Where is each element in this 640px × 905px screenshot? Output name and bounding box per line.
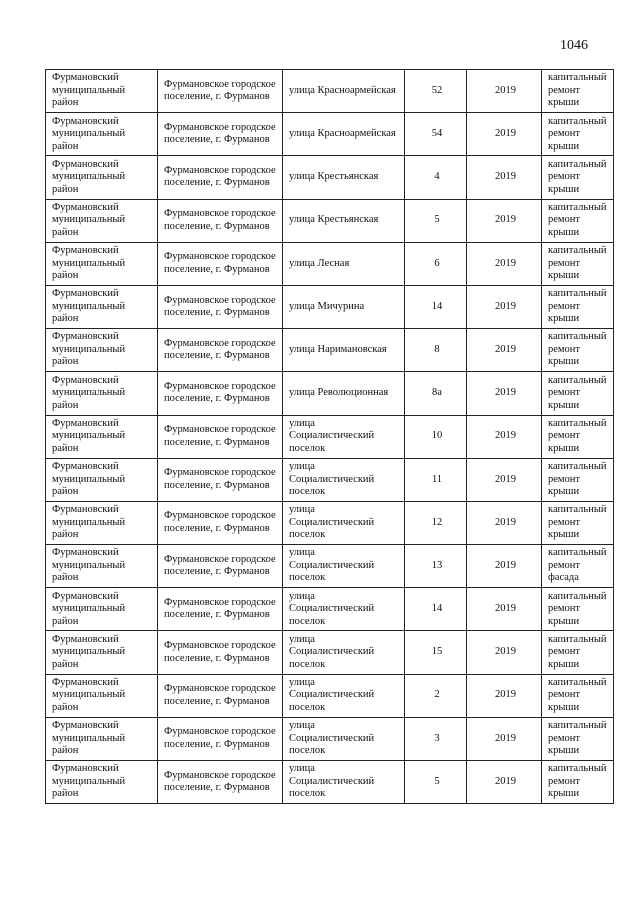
street-cell: улица Крестьянская bbox=[283, 156, 405, 199]
house-number-cell: 14 bbox=[405, 285, 467, 328]
year-cell: 2019 bbox=[467, 372, 542, 415]
house-number-cell: 11 bbox=[405, 458, 467, 501]
work-type-cell: капитальный ремонт крыши bbox=[542, 588, 614, 631]
year-cell: 2019 bbox=[467, 329, 542, 372]
work-type-cell: капитальный ремонт крыши bbox=[542, 242, 614, 285]
settlement-cell: Фурмановское городское поселение, г. Фурманов bbox=[158, 588, 283, 631]
district-cell: Фурмановский муниципальный район bbox=[46, 113, 158, 156]
work-type-cell: капитальный ремонт крыши bbox=[542, 113, 614, 156]
house-number-cell: 8 bbox=[405, 329, 467, 372]
work-type-cell: капитальный ремонт крыши bbox=[542, 329, 614, 372]
table-row bbox=[46, 113, 614, 156]
year-cell: 2019 bbox=[467, 588, 542, 631]
table-row bbox=[46, 372, 614, 415]
street-cell: улица Красноармейская bbox=[283, 113, 405, 156]
year-cell: 2019 bbox=[467, 631, 542, 674]
street-cell: улица Социалистический поселок bbox=[283, 761, 405, 804]
street-cell: улица Наримановская bbox=[283, 329, 405, 372]
settlement-cell: Фурмановское городское поселение, г. Фурманов bbox=[158, 717, 283, 760]
settlement-cell: Фурмановское городское поселение, г. Фурманов bbox=[158, 285, 283, 328]
work-type-cell: капитальный ремонт крыши bbox=[542, 285, 614, 328]
year-cell: 2019 bbox=[467, 501, 542, 544]
street-cell: улица Мичурина bbox=[283, 285, 405, 328]
work-type-cell: капитальный ремонт крыши bbox=[542, 458, 614, 501]
district-cell: Фурмановский муниципальный район bbox=[46, 717, 158, 760]
district-cell: Фурмановский муниципальный район bbox=[46, 285, 158, 328]
street-cell: улица Социалистический поселок bbox=[283, 458, 405, 501]
street-cell: улица Крестьянская bbox=[283, 199, 405, 242]
work-type-cell: капитальный ремонт крыши bbox=[542, 70, 614, 113]
work-type-cell: капитальный ремонт крыши bbox=[542, 631, 614, 674]
house-number-cell: 5 bbox=[405, 199, 467, 242]
year-cell: 2019 bbox=[467, 717, 542, 760]
repair-registry-table bbox=[45, 69, 614, 804]
street-cell: улица Социалистический поселок bbox=[283, 501, 405, 544]
table-row bbox=[46, 199, 614, 242]
table-row bbox=[46, 329, 614, 372]
settlement-cell: Фурмановское городское поселение, г. Фурманов bbox=[158, 415, 283, 458]
street-cell: улица Социалистический поселок bbox=[283, 588, 405, 631]
work-type-cell: капитальный ремонт крыши bbox=[542, 761, 614, 804]
settlement-cell: Фурмановское городское поселение, г. Фурманов bbox=[158, 674, 283, 717]
street-cell: улица Красноармейская bbox=[283, 70, 405, 113]
district-cell: Фурмановский муниципальный район bbox=[46, 415, 158, 458]
work-type-cell: капитальный ремонт фасада bbox=[542, 545, 614, 588]
house-number-cell: 14 bbox=[405, 588, 467, 631]
work-type-cell: капитальный ремонт крыши bbox=[542, 415, 614, 458]
district-cell: Фурмановский муниципальный район bbox=[46, 70, 158, 113]
table-row bbox=[46, 285, 614, 328]
year-cell: 2019 bbox=[467, 70, 542, 113]
house-number-cell: 5 bbox=[405, 761, 467, 804]
street-cell: улица Лесная bbox=[283, 242, 405, 285]
district-cell: Фурмановский муниципальный район bbox=[46, 242, 158, 285]
table-row bbox=[46, 674, 614, 717]
work-type-cell: капитальный ремонт крыши bbox=[542, 372, 614, 415]
district-cell: Фурмановский муниципальный район bbox=[46, 761, 158, 804]
house-number-cell: 54 bbox=[405, 113, 467, 156]
year-cell: 2019 bbox=[467, 415, 542, 458]
settlement-cell: Фурмановское городское поселение, г. Фурманов bbox=[158, 501, 283, 544]
table-row bbox=[46, 588, 614, 631]
house-number-cell: 12 bbox=[405, 501, 467, 544]
house-number-cell: 3 bbox=[405, 717, 467, 760]
settlement-cell: Фурмановское городское поселение, г. Фурманов bbox=[158, 761, 283, 804]
work-type-cell: капитальный ремонт крыши bbox=[542, 674, 614, 717]
settlement-cell: Фурмановское городское поселение, г. Фурманов bbox=[158, 113, 283, 156]
table-row bbox=[46, 717, 614, 760]
table-row bbox=[46, 761, 614, 804]
district-cell: Фурмановский муниципальный район bbox=[46, 199, 158, 242]
district-cell: Фурмановский муниципальный район bbox=[46, 674, 158, 717]
work-type-cell: капитальный ремонт крыши bbox=[542, 717, 614, 760]
table-row bbox=[46, 70, 614, 113]
street-cell: улица Социалистический поселок bbox=[283, 717, 405, 760]
page-number: 1046 bbox=[560, 38, 588, 53]
district-cell: Фурмановский муниципальный район bbox=[46, 631, 158, 674]
house-number-cell: 52 bbox=[405, 70, 467, 113]
year-cell: 2019 bbox=[467, 285, 542, 328]
district-cell: Фурмановский муниципальный район bbox=[46, 501, 158, 544]
street-cell: улица Революционная bbox=[283, 372, 405, 415]
year-cell: 2019 bbox=[467, 458, 542, 501]
table-body bbox=[46, 70, 614, 804]
table-row bbox=[46, 156, 614, 199]
settlement-cell: Фурмановское городское поселение, г. Фурманов bbox=[158, 458, 283, 501]
settlement-cell: Фурмановское городское поселение, г. Фурманов bbox=[158, 372, 283, 415]
house-number-cell: 8а bbox=[405, 372, 467, 415]
work-type-cell: капитальный ремонт крыши bbox=[542, 501, 614, 544]
table-row bbox=[46, 242, 614, 285]
house-number-cell: 13 bbox=[405, 545, 467, 588]
district-cell: Фурмановский муниципальный район bbox=[46, 588, 158, 631]
year-cell: 2019 bbox=[467, 113, 542, 156]
settlement-cell: Фурмановское городское поселение, г. Фурманов bbox=[158, 199, 283, 242]
year-cell: 2019 bbox=[467, 674, 542, 717]
table-row bbox=[46, 501, 614, 544]
work-type-cell: капитальный ремонт крыши bbox=[542, 199, 614, 242]
district-cell: Фурмановский муниципальный район bbox=[46, 156, 158, 199]
district-cell: Фурмановский муниципальный район bbox=[46, 545, 158, 588]
house-number-cell: 6 bbox=[405, 242, 467, 285]
year-cell: 2019 bbox=[467, 761, 542, 804]
table-row bbox=[46, 458, 614, 501]
settlement-cell: Фурмановское городское поселение, г. Фурманов bbox=[158, 545, 283, 588]
table-row bbox=[46, 415, 614, 458]
house-number-cell: 4 bbox=[405, 156, 467, 199]
district-cell: Фурмановский муниципальный район bbox=[46, 329, 158, 372]
house-number-cell: 15 bbox=[405, 631, 467, 674]
street-cell: улица Социалистический поселок bbox=[283, 631, 405, 674]
house-number-cell: 10 bbox=[405, 415, 467, 458]
street-cell: улица Социалистический поселок bbox=[283, 545, 405, 588]
table-row bbox=[46, 631, 614, 674]
settlement-cell: Фурмановское городское поселение, г. Фурманов bbox=[158, 156, 283, 199]
settlement-cell: Фурмановское городское поселение, г. Фурманов bbox=[158, 631, 283, 674]
table-row bbox=[46, 545, 614, 588]
work-type-cell: капитальный ремонт крыши bbox=[542, 156, 614, 199]
district-cell: Фурмановский муниципальный район bbox=[46, 458, 158, 501]
year-cell: 2019 bbox=[467, 199, 542, 242]
street-cell: улица Социалистический поселок bbox=[283, 415, 405, 458]
year-cell: 2019 bbox=[467, 545, 542, 588]
settlement-cell: Фурмановское городское поселение, г. Фурманов bbox=[158, 242, 283, 285]
settlement-cell: Фурмановское городское поселение, г. Фурманов bbox=[158, 70, 283, 113]
district-cell: Фурмановский муниципальный район bbox=[46, 372, 158, 415]
settlement-cell: Фурмановское городское поселение, г. Фурманов bbox=[158, 329, 283, 372]
house-number-cell: 2 bbox=[405, 674, 467, 717]
year-cell: 2019 bbox=[467, 156, 542, 199]
year-cell: 2019 bbox=[467, 242, 542, 285]
street-cell: улица Социалистический поселок bbox=[283, 674, 405, 717]
